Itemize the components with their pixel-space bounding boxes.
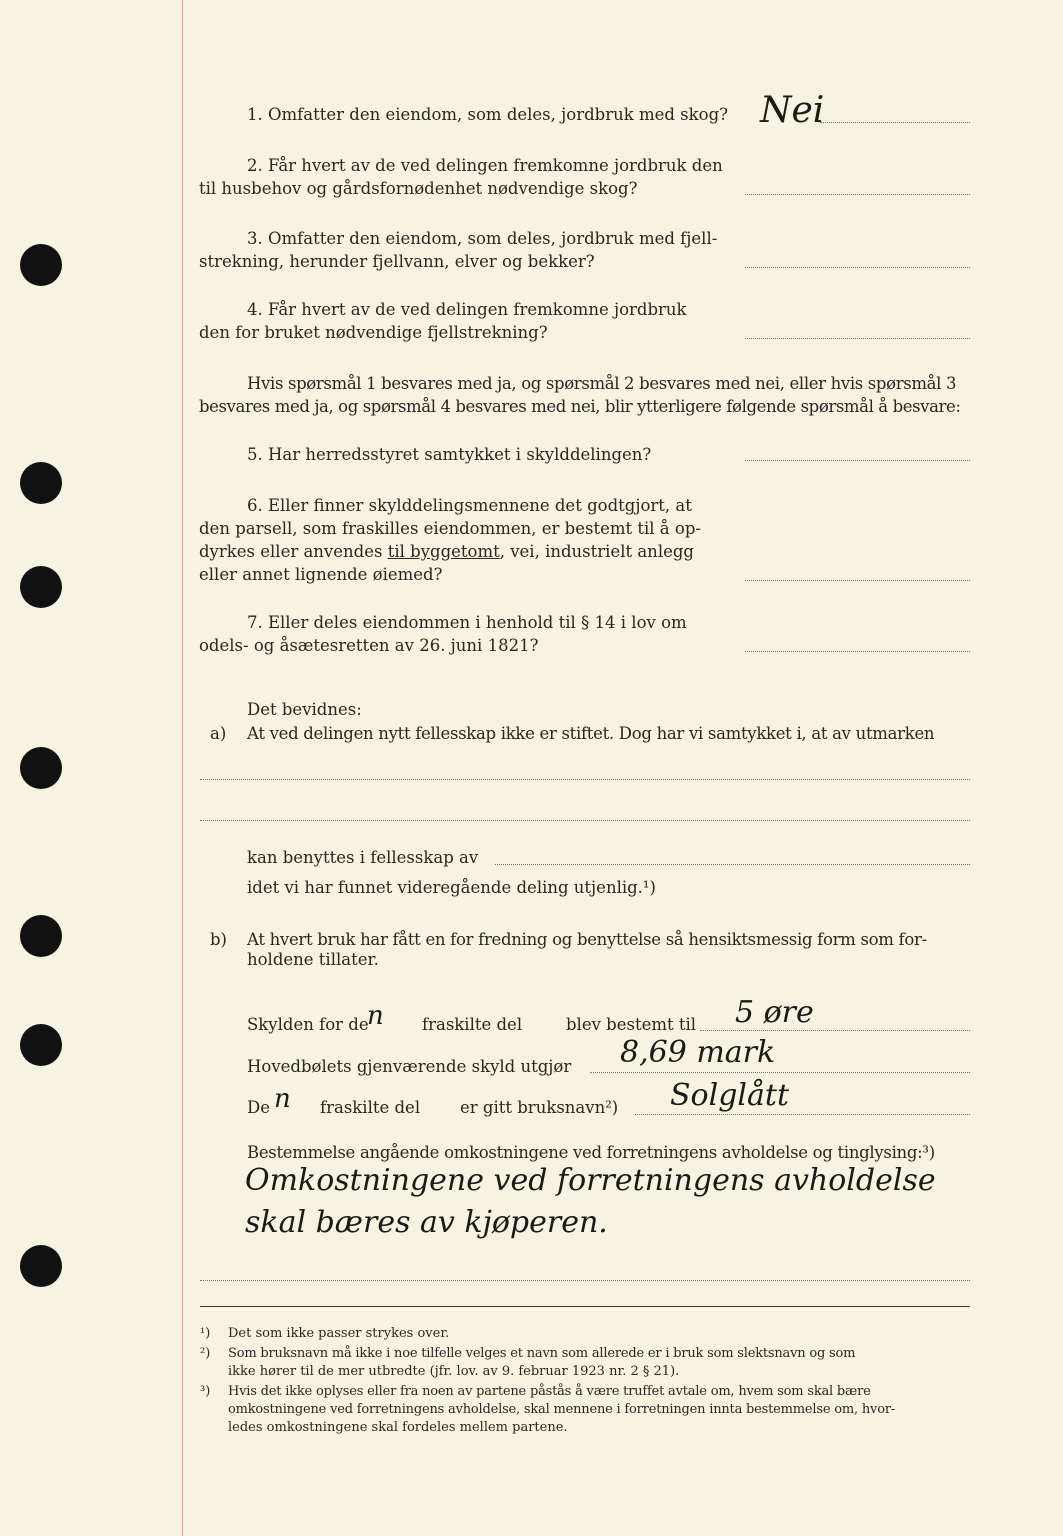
footnote-mark-2: ²) (200, 1346, 211, 1361)
skyld-value-handwritten: 5 øre (735, 995, 814, 1030)
answer-line (745, 651, 970, 652)
footnote-mark-1: ¹) (200, 1326, 211, 1341)
navn-label-b: fraskilte del (320, 1098, 421, 1117)
question-2-line2: til husbehov og gårdsfornødenhet nødvendige skog? (199, 179, 638, 198)
question-3-line1: 3. Omfatter den eiendom, som deles, jordbruk med fjell- (247, 229, 718, 248)
question-2-line1: 2. Får hvert av de ved delingen fremkomne jordbruk den (247, 156, 723, 175)
answer-line (745, 194, 970, 195)
item-b-label: b) (210, 930, 227, 949)
answer-line (745, 460, 970, 461)
hoved-value-handwritten: 8,69 mark (620, 1035, 776, 1070)
question-7-line1: 7. Eller deles eiendommen i henhold til § 14 i lov om (247, 613, 687, 632)
blank-line (200, 820, 970, 821)
footnote-1-line1: Det som ikke passer strykes over. (228, 1326, 450, 1341)
hoved-label: Hovedbølets gjenværende skyld utgjør (247, 1057, 572, 1076)
item-a-label: a) (210, 724, 227, 743)
navn-label-a: De (247, 1098, 270, 1117)
value-line (700, 1030, 970, 1031)
question-1: 1. Omfatter den eiendom, som deles, jordbruk med skog? (247, 105, 728, 124)
footnote-2-line1: Som bruksnavn må ikke i noe tilfelle velges et navn som allerede er i bruk som slektsnavn og som (228, 1346, 856, 1361)
navn-value-handwritten: Solglått (670, 1078, 790, 1113)
footnote-3-line3: ledes omkostningene skal fordeles mellem partene. (228, 1420, 568, 1435)
footnote-3-line1: Hvis det ikke oplyses eller fra noen av partene påstås å være truffet avtale om, hvem som skal bære (228, 1384, 871, 1399)
question-6-line2: den parsell, som fraskilles eiendommen, er bestemt til å op- (199, 519, 701, 538)
answer-line (745, 338, 970, 339)
footnote-rule (200, 1306, 970, 1307)
punch-hole (20, 747, 62, 789)
condition-line1: Hvis spørsmål 1 besvares med ja, og spørsmål 2 besvares med nei, eller hvis spørsmål 3 (247, 374, 957, 393)
blank-line (200, 1280, 970, 1281)
answer-line (820, 122, 970, 123)
question-6-line3: dyrkes eller anvendes til byggetomt, vei, industrielt anlegg (199, 542, 694, 561)
condition-line2: besvares med ja, og spørsmål 4 besvares med nei, blir ytterligere følgende spørsmål å besvare: (199, 397, 961, 416)
answer-1-handwritten: Nei (760, 90, 825, 131)
omk-label: Bestemmelse angående omkostningene ved forretningens avholdelse og tinglysing:³) (247, 1143, 935, 1162)
skyld-label-b: fraskilte del (422, 1015, 523, 1034)
question-7-line2: odels- og åsætesretten av 26. juni 1821? (199, 636, 539, 655)
skyld-label-c: blev bestemt til (566, 1015, 697, 1034)
footnote-3-line2: omkostningene ved forretningens avholdelse, skal mennene i forretningen innta bestemmelse om, hvor- (228, 1402, 896, 1417)
question-6-line1: 6. Eller finner skylddelingsmennene det godtgjort, at (247, 496, 692, 515)
question-5: 5. Har herredsstyret samtykket i skylddelingen? (247, 445, 652, 464)
footnote-2-line2: ikke hører til de mer utbredte (jfr. lov. av 9. februar 1923 nr. 2 § 21). (228, 1364, 680, 1379)
value-line (635, 1114, 970, 1115)
punch-hole (20, 1024, 62, 1066)
punch-hole (20, 915, 62, 957)
answer-line (745, 267, 970, 268)
answer-line (745, 580, 970, 581)
punch-hole (20, 1245, 62, 1287)
question-4-line1: 4. Får hvert av de ved delingen fremkomne jordbruk (247, 300, 687, 319)
underlined-text: til byggetomt (387, 542, 500, 561)
question-6-line4: eller annet lignende øiemed? (199, 565, 443, 584)
punch-hole (20, 462, 62, 504)
further-division-text: idet vi har funnet videregående deling utjenlig.¹) (247, 878, 656, 897)
item-b-line1: At hvert bruk har fått en for fredning og benyttelse så hensiktsmessig form som for- (247, 930, 927, 949)
blank-line (200, 779, 970, 780)
navn-label-c: er gitt bruksnavn²) (460, 1098, 619, 1117)
navn-handwritten-n: n (274, 1084, 291, 1114)
punch-hole (20, 566, 62, 608)
certify-heading: Det bevidnes: (247, 700, 362, 719)
skyld-label-a: Skylden for de (247, 1015, 369, 1034)
omk-handwritten-line1: Omkostningene ved forretningens avholdelse (245, 1163, 936, 1198)
footnote-mark-3: ³) (200, 1384, 211, 1399)
question-4-line2: den for bruket nødvendige fjellstrekning? (199, 323, 548, 342)
value-line (590, 1072, 970, 1073)
blank-line (495, 864, 970, 865)
shared-use-label: kan benyttes i fellesskap av (247, 848, 479, 867)
punch-hole (20, 244, 62, 286)
item-b-line2: holdene tillater. (247, 950, 379, 969)
omk-handwritten-line2: skal bæres av kjøperen. (245, 1205, 608, 1240)
skyld-handwritten-n: n (367, 1001, 384, 1031)
item-a-text: At ved delingen nytt fellesskap ikke er stiftet. Dog har vi samtykket i, at av utmarken (247, 724, 935, 743)
question-3-line2: strekning, herunder fjellvann, elver og bekker? (199, 252, 595, 271)
margin-line (182, 0, 183, 1536)
